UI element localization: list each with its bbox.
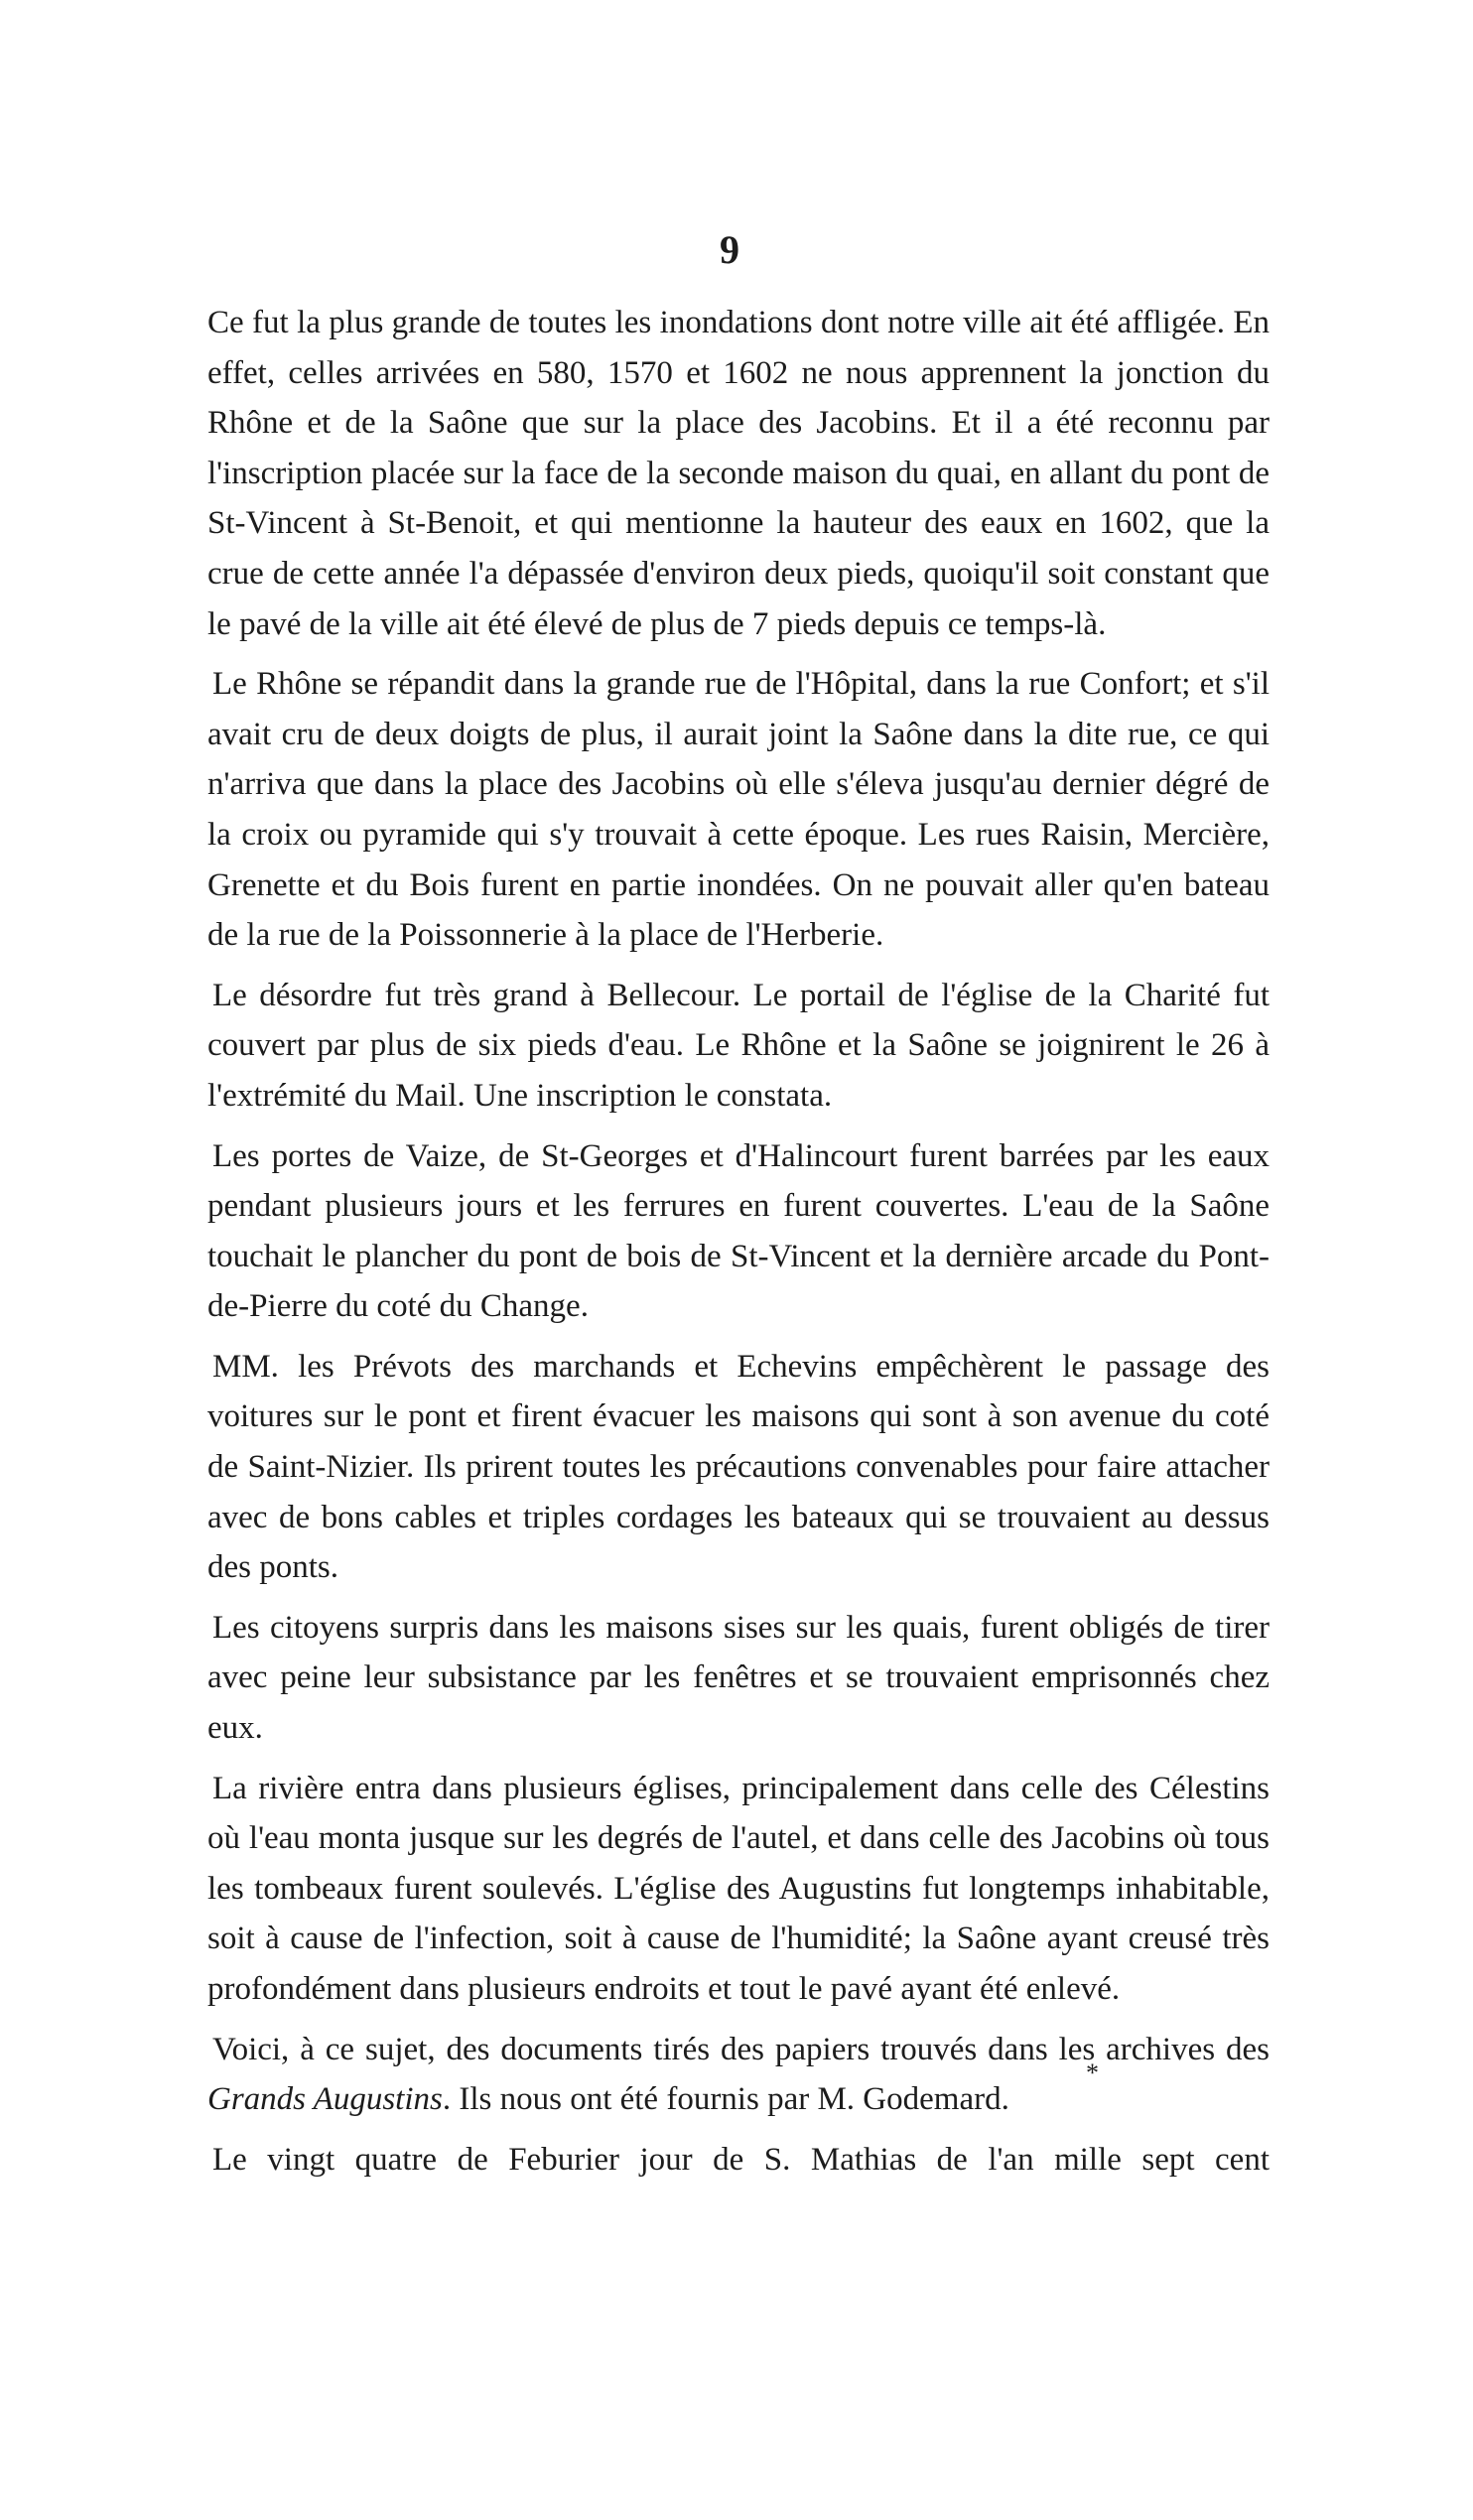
paragraph-8 (207, 2025, 1270, 2125)
paragraph-7: La rivière entra dans plusieurs églises, principalement dans celle des Célestins où l'eau monta jusque sur les degrés de l'autel, et dans celle des Jacobins où tous les tombeaux furent soulevés. L'église des Augustins fut longtemps inhabitable, soit à cause de l'infection, soit à cause de l'humidité; la Saône ayant creusé très profondément dans plusieurs endroits et tout le pavé ayant été enlevé. (207, 1770, 1270, 2007)
paragraph-1: Ce fut la plus grande de toutes les inondations dont notre ville ait été affligée. En effet, celles arrivées en 580, 1570 et 1602 ne nous apprennent la jonction du Rhône et de la Saône que sur la place des Jacobins. Et il a été reconnu par l'inscription placée sur la face de la seconde maison du quai, en allant du pont de St-Vincent à St-Benoit, et qui mentionne la hauteur des eaux en 1602, que la crue de cette année l'a dépassée d'environ deux pieds, quoiqu'il soit constant que le pavé de la ville ait été élevé de plus de 7 pieds depuis ce temps-là. (207, 305, 1270, 642)
signature-mark: * (1086, 2058, 1099, 2087)
paragraph-9: Le vingt quatre de Feburier jour de S. Mathias de l'an mille sept cent (212, 2141, 1270, 2178)
body-text (207, 298, 1270, 2185)
page-number: 9 (720, 227, 739, 272)
paragraph-8-start: Voici, à ce sujet, des documents tirés des papiers trouvés dans les archives des (212, 2031, 1270, 2067)
italic-title: Grands Augustins (207, 2081, 443, 2118)
paragraph-8-end: . Ils nous ont été fournis par M. Godemard. (442, 2081, 1009, 2118)
paragraph-3: Le désordre fut très grand à Bellecour. Le portail de l'église de la Charité fut couvert par plus de six pieds d'eau. Le Rhône et la Saône se joignirent le 26 à l'extrémité du Mail. Une inscription le constata. (207, 977, 1270, 1114)
paragraph-2: Le Rhône se répandit dans la grande rue de l'Hôpital, dans la rue Confort; et s'il avait cru de deux doigts de plus, il aurait joint la Saône dans la dite rue, ce qui n'arriva que dans la place des Jacobins où elle s'éleva jusqu'au dernier dégré de la croix ou pyramide qui s'y trouvait à cette époque. Les rues Raisin, Mercière, Grenette et du Bois furent en partie inondées. On ne pouvait aller qu'en bateau de la rue de la Poissonnerie à la place de l'Herberie. (207, 666, 1270, 954)
paragraph-5: MM. les Prévots des marchands et Echevins empêchèrent le passage des voitures sur le pont et firent évacuer les maisons qui sont à son avenue du coté de Saint-Nizier. Ils prirent toutes les précautions convenables pour faire attacher avec de bons cables et triples cordages les bateaux qui se trouvaient au dessus des ponts. (207, 1348, 1270, 1586)
paragraph-6: Les citoyens surpris dans les maisons sises sur les quais, furent obligés de tirer avec peine leur subsistance par les fenêtres et se trouvaient emprisonnés chez eux. (207, 1609, 1270, 1747)
paragraph-4: Les portes de Vaize, de St-Georges et d'Halincourt furent barrées par les eaux pendant plusieurs jours et les ferrures en furent couvertes. L'eau de la Saône touchait le plancher du pont de bois de St-Vincent et la dernière arcade du Pont-de-Pierre du coté du Change. (207, 1137, 1270, 1325)
